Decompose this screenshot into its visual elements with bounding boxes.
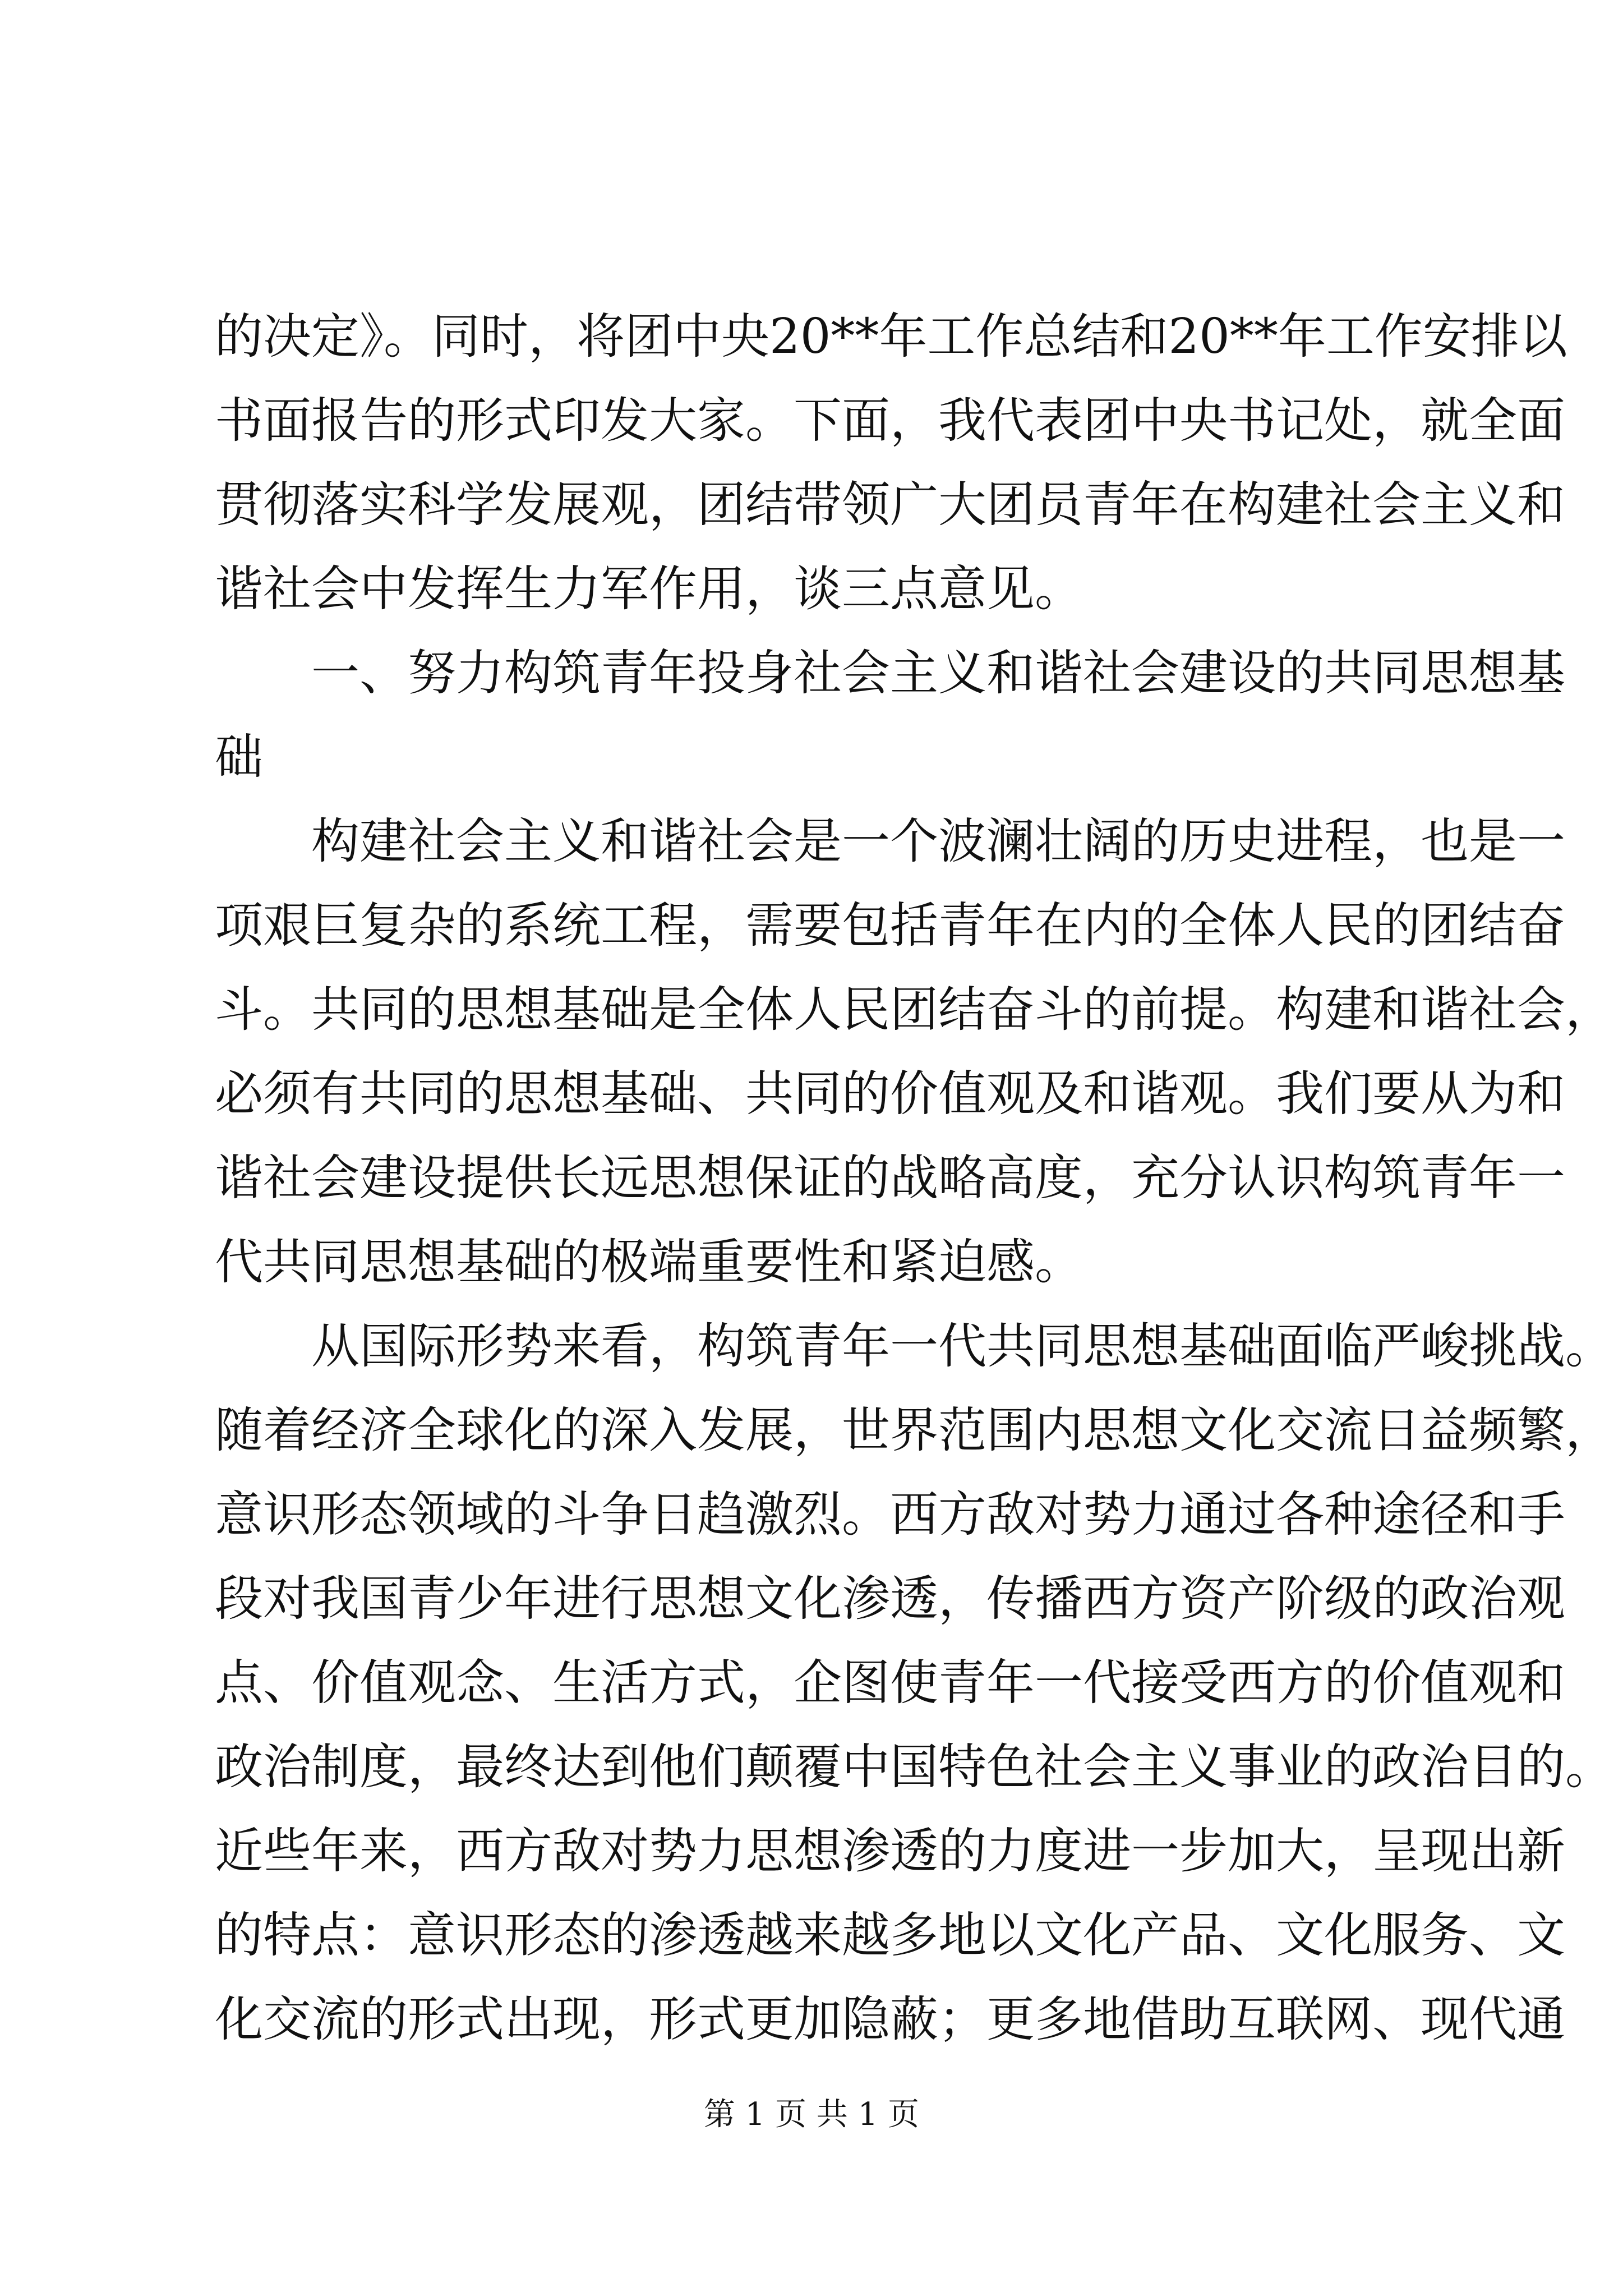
text-line: 化交流的形式出现，形式更加隐蔽；更多地借助互联网、现代通 bbox=[215, 1991, 1565, 2047]
text-line: 的决定》。同时，将团中央20**年工作总结和20**年工作安排以 bbox=[215, 309, 1567, 365]
text-line: 随着经济全球化的深入发展，世界范围内思想文化交流日益频繁， bbox=[215, 1402, 1613, 1458]
page-number-footer: 第 1 页 共 1 页 bbox=[703, 2096, 920, 2133]
section-heading-line: 一、努力构筑青年投身社会主义和谐社会建设的共同思想基 bbox=[311, 645, 1565, 701]
text-line: 的特点：意识形态的渗透越来越多地以文化产品、文化服务、文 bbox=[215, 1907, 1565, 1963]
text-line: 政治制度，最终达到他们颠覆中国特色社会主义事业的政治目的。 bbox=[215, 1739, 1613, 1795]
text-line: 近些年来，西方敌对势力思想渗透的力度进一步加大，呈现出新 bbox=[215, 1823, 1565, 1879]
text-line: 点、价值观念、生活方式，企图使青年一代接受西方的价值观和 bbox=[215, 1655, 1565, 1711]
text-line: 谐社会建设提供长远思想保证的战略高度，充分认识构筑青年一 bbox=[215, 1150, 1565, 1206]
text-line: 构建社会主义和谐社会是一个波澜壮阔的历史进程，也是一 bbox=[311, 813, 1565, 869]
text-line: 代共同思想基础的极端重要性和紧迫感。 bbox=[215, 1234, 1083, 1290]
text-line: 项艰巨复杂的系统工程，需要包括青年在内的全体人民的团结奋 bbox=[215, 898, 1565, 954]
text-line: 斗。共同的思想基础是全体人民团结奋斗的前提。构建和谐社会， bbox=[215, 982, 1613, 1038]
text-line: 书面报告的形式印发大家。下面，我代表团中央书记处，就全面 bbox=[215, 393, 1565, 449]
section-heading-line: 础 bbox=[215, 729, 263, 785]
text-line: 意识形态领域的斗争日趋激烈。西方敌对势力通过各种途径和手 bbox=[215, 1487, 1565, 1543]
text-line: 贯彻落实科学发展观，团结带领广大团员青年在构建社会主义和 bbox=[215, 477, 1565, 533]
text-line: 必须有共同的思想基础、共同的价值观及和谐观。我们要从为和 bbox=[215, 1066, 1565, 1122]
text-line: 谐社会中发挥生力军作用，谈三点意见。 bbox=[215, 561, 1083, 617]
text-line: 从国际形势来看，构筑青年一代共同思想基础面临严峻挑战。 bbox=[311, 1318, 1613, 1374]
text-line: 段对我国青少年进行思想文化渗透，传播西方资产阶级的政治观 bbox=[215, 1571, 1565, 1627]
